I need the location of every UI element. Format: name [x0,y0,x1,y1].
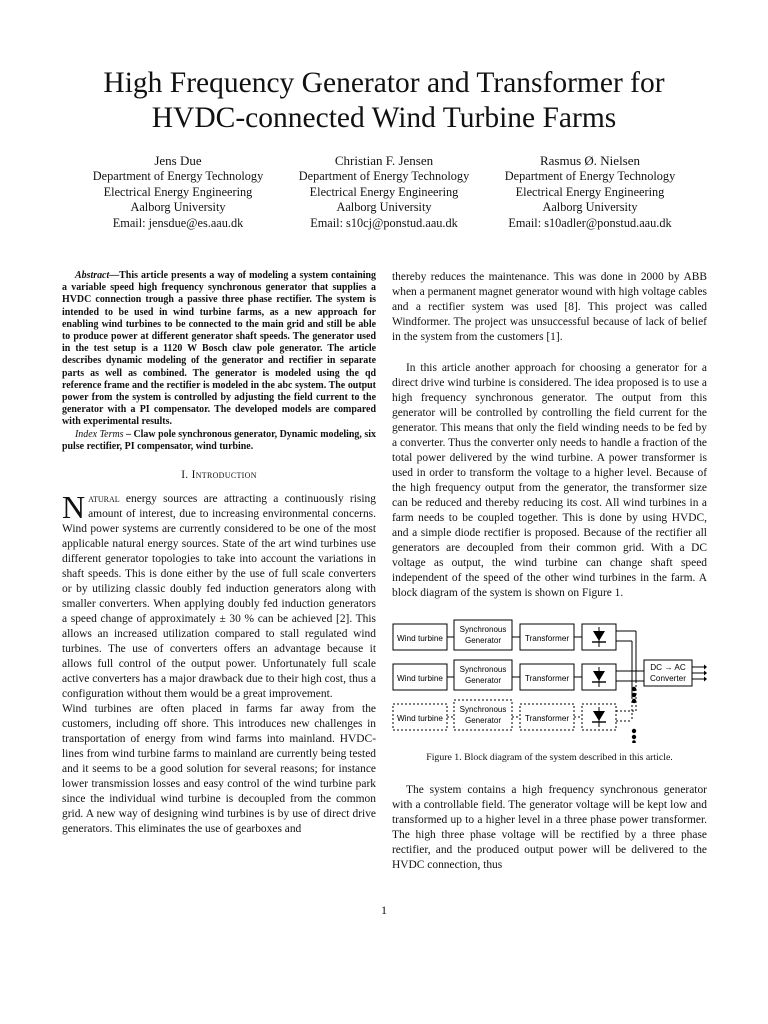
wind-turbine-label: Wind turbine [397,634,443,643]
transformer-label: Transformer [524,634,570,643]
intro-paragraph-2: Wind turbines are often placed in farms far away from the customers, including off shore. This introduces new challenges in transportation of energy from wind farms into mainland. HVDC-lines from wind turbine farms to mainland are currently being tested and it seems to be a good solution for several reasons; for instance lower transmission losses and easy control of the wind turbine park since the individual wind turbine is decoupled from the common grid. A new way of designing wind turbines is by use of direct drive generators. This eliminates the use of gearboxes and [62,703,376,836]
generator-label-line1: Synchronous [459,705,507,714]
wind-turbine-label: Wind turbine [397,714,443,723]
author-block [70,153,698,233]
generator-label-line2: Generator [464,676,502,685]
generator-label-line1: Synchronous [459,665,507,674]
author-2 [276,153,492,231]
left-column [62,270,376,837]
abstract-label: Abstract [75,270,110,281]
index-terms [62,429,376,453]
right-column [392,270,707,873]
author-university: Aalborg University [336,200,432,214]
author-name: Jens Due [154,153,202,168]
author-group: Electrical Energy Engineering [515,184,665,199]
author-university: Aalborg University [130,200,226,214]
author-university: Aalborg University [542,200,638,214]
right-paragraph-2: In this article another approach for choosing a generator for a direct drive wind turbine is considered. The idea proposed is to use a high frequency synchronous generator. The output from this generator will be controlled by controlling the field current for the generator. This means that only the field winding needs to be fed by a converter. Thus the converter only needs to handle a fraction of the total power delivered by the wind turbine. A power transformer is used in order to transform the voltage to a higher level. Because of the high frequency output from the generator, the transformer size can be reduced and thereby reducing its cost. All wind turbines in a farm needs to be coupled together. This is done by using HVDC, and a simple diode rectifier is proposed. Because of the rectifier all generators are decoupled from their common grid. With a DC voltage as output, the wind turbine can change shaft speed independent of the speed of the other wind turbines in the farm. A block diagram of the system is shown on Figure 1. [392,362,707,599]
title-line-2: HVDC-connected Wind Turbine Farms [151,102,617,134]
section-heading-introduction: I. Introduction [181,469,257,482]
author-department: Department of Energy Technology [92,169,264,183]
converter-label-line2: Converter [650,674,686,683]
ac-output-arrows [692,665,707,682]
author-3 [482,153,698,231]
diode-icon-row-3 [592,707,606,727]
figure-caption: Figure 1. Block diagram of the system described in this article. [426,752,673,763]
author-department: Department of Energy Technology [298,169,470,183]
converter-label-line1: DC → AC [650,663,686,672]
right-paragraph-1: thereby reduces the maintenance. This was done in 2000 by ABB when a permanent magnet generator wound with high voltage cables and a rectifier system was used [8]. This project was called Windformer. The project was unsuccessful because of lack of belief in the system from the customers [1]. [392,271,707,343]
generator-label-line1: Synchronous [459,625,507,634]
abstract-text: —This article presents a way of modeling a system containing a variable speed high frequency synchronous generator that supplies a HVDC connection trough a passive three phase rectifier. The system is intended to be used in wind turbine farms, as a new approach for enabling wind turbines to be connected to the main grid and still be able to produce power at different generator shaft speeds. The generator used in the test setup is a 1120 W Bosch claw pole generator. The article describes dynamic modeling of the generator and rectifier in separate parts as well as combined. The generator is modeled using the qd reference frame and the rectifier is modeled in the abc system. The output power from the system is controlled by adjusting the field current to the generator with a PI compensator. The developed models are compared with experimental results. [62,270,376,428]
abstract [62,270,376,429]
author-email[interactable]: Email: jensdue@es.aau.dk [112,215,244,230]
index-terms-label: Index Terms [75,428,124,440]
intro-paragraph-1-text: energy sources are attracting a continuously rising amount of interest, due to increasing environmental concerns. Wind power systems are currently considered to be one of the most applicable natural energy sources. State of the art wind turbines use different generator topologies to take into account the variations in shaft speeds. This is done either by the use of full scale converters or by utilizing classic doubly fed induction generators along with smaller converters. When applying doubly fed induction generators a speed change of approximately ± 30 % can be achieved [2]. This allows an increased utilization compared to stall regulated wind turbines. The use of converters offers an advantage because it allows full control of the output power. Unfortunately full scale active converters has a major drawback due to their high cost, thus a configuration without them would be a great improvement. [62,493,376,701]
paper-title [60,66,708,136]
generator-label-line2: Generator [464,716,502,725]
author-1 [70,153,286,231]
author-department: Department of Energy Technology [504,169,676,183]
generator-label-line2: Generator [464,636,502,645]
author-group: Electrical Energy Engineering [103,184,253,199]
author-group: Electrical Energy Engineering [309,184,459,199]
intro-paragraph-1 [62,489,376,702]
title-line-1: High Frequency Generator and Transformer for [103,67,665,99]
right-paragraph-3: The system contains a high frequency synchronous generator with a controllable field. The generator voltage will be kept low and transformed up to a higher level in a three phase power transformer. The high three phase voltage will be rectified by a three phase rectifier, and the produced output power will be delivered to the HVDC connection, thus [392,784,707,871]
figure-1 [392,615,707,743]
diagram-row-2 [393,660,636,690]
transformer-label: Transformer [524,714,570,723]
author-name: Rasmus Ø. Nielsen [539,153,641,168]
wind-turbine-label: Wind turbine [397,674,443,683]
author-name: Christian F. Jensen [334,153,434,168]
index-terms-text: – Claw pole synchronous generator, Dynamic modeling, six pulse rectifier, PI compensator, wind turbine. [62,428,376,452]
intro-first-word: atural [88,493,120,506]
page-number: 1 [381,903,387,917]
author-email[interactable]: Email: s10adler@ponstud.aau.dk [508,215,672,230]
transformer-label: Transformer [524,674,570,683]
author-email[interactable]: Email: s10cj@ponstud.aau.dk [310,215,458,230]
diagram-row-1 [393,620,636,650]
block-diagram [392,615,707,743]
drop-cap: N [62,489,86,526]
